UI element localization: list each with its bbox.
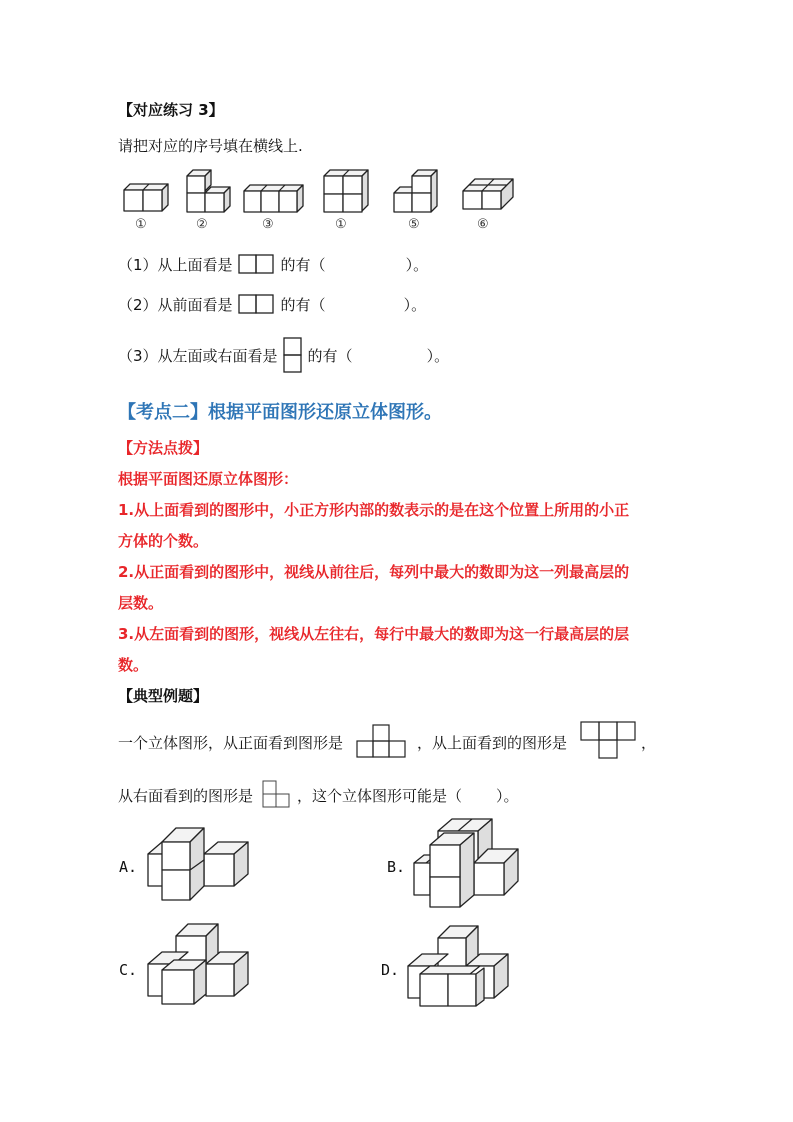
example-line-2-a: 从右面看到的图形是 (118, 786, 254, 805)
figure-label-5: ⑤ (408, 217, 420, 232)
example-line-2 (118, 778, 519, 812)
example-line-1-a: 一个立体图形，从正面看到图形是 (118, 733, 344, 752)
example-line-1 (118, 720, 656, 764)
option-b-figure[interactable] (404, 815, 524, 911)
rule-2-line-2: 层数。 (118, 594, 164, 612)
rule-3-line-1: 3.从左面看到的图形，视线从左往右，每行中最大的数即为这一行最高层的层 (118, 625, 630, 643)
figure-5-cubes (394, 170, 437, 212)
option-a-figure[interactable] (140, 822, 270, 902)
question-2-end: ）。 (403, 295, 427, 314)
figure-label-4: ① (335, 217, 347, 232)
question-2 (118, 292, 426, 316)
practice-cube-figures (118, 165, 538, 235)
top-view-icon (579, 720, 639, 764)
example-title: 【典型例题】 (118, 687, 209, 705)
rule-3-line-2: 数。 (118, 656, 149, 674)
question-3-prefix: （3）从左面或右面看是 (118, 346, 278, 365)
figure-2-cubes (187, 170, 230, 212)
rule-2-line-1: 2.从正面看到的图形中，视线从前往后，每列中最大的数即为这一列最高层的 (118, 563, 630, 581)
two-squares-icon (237, 253, 277, 275)
option-d-figure[interactable] (404, 922, 514, 1012)
method-intro: 根据平面图还原立体图形： (118, 470, 299, 488)
figure-label-2: ② (196, 217, 208, 232)
question-3-end: ）。 (426, 346, 450, 365)
example-line-2-b: ，这个立体图形可能是（ (297, 786, 463, 805)
rule-1-line-1: 1.从上面看到的图形中，小正方形内部的数表示的是在这个位置上所用的小正 (118, 501, 630, 519)
figure-4-cubes (324, 170, 368, 212)
example-line-1-b: ，从上面看到的图形是 (417, 733, 568, 752)
section-heading: 【考点二】根据平面图形还原立体图形。 (118, 402, 442, 423)
front-view-icon (355, 722, 411, 762)
figure-label-3: ③ (262, 217, 274, 232)
figure-label-6: ⑥ (477, 217, 489, 232)
option-a-label[interactable]: A. (119, 858, 138, 876)
figure-1-cubes (124, 184, 168, 211)
two-squares-icon (237, 293, 277, 315)
right-view-icon (261, 779, 295, 811)
question-1-prefix: （1）从上面看是 (118, 255, 233, 274)
example-line-2-c: ）。 (496, 786, 519, 805)
question-2-prefix: （2）从前面看是 (118, 295, 233, 314)
stacked-squares-icon (281, 336, 305, 374)
question-1-suffix: 的有（ (280, 255, 326, 274)
method-title: 【方法点拨】 (118, 439, 209, 457)
question-3-suffix: 的有（ (307, 346, 353, 365)
option-c-figure[interactable] (140, 922, 260, 1012)
question-2-suffix: 的有（ (280, 295, 326, 314)
example-line-1-c: ， (641, 733, 657, 752)
question-3 (118, 336, 449, 374)
rule-1-line-2: 方体的个数。 (118, 532, 209, 550)
option-b-label[interactable]: B. (387, 858, 406, 876)
question-1-end: ）。 (405, 255, 429, 274)
practice-instruction: 请把对应的序号填在横线上. (118, 137, 303, 155)
question-1 (118, 252, 428, 276)
practice-title: 【对应练习 3】 (118, 101, 224, 119)
figure-3-cubes (244, 185, 303, 212)
figure-6-cubes (463, 179, 513, 209)
figure-label-1: ① (135, 217, 147, 232)
option-c-label[interactable]: C. (119, 961, 138, 979)
option-d-label[interactable]: D. (381, 961, 400, 979)
